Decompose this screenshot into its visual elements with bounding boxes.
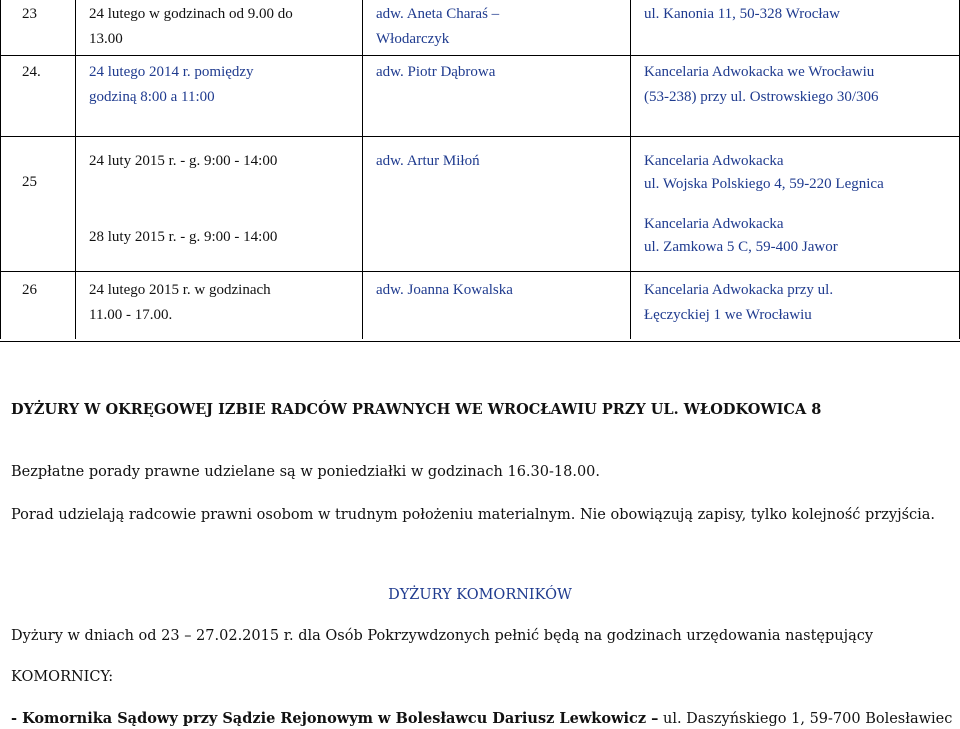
bailiff-name: - Komornika Sądowy przy Sądzie Rejonowym w Bolesławcu Dariusz Lewkowicz – [11,710,659,727]
section-heading: DYŻURY KOMORNIKÓW [388,587,572,603]
paragraph: Bezpłatne porady prawne udzielane są w poniedziałki w godzinach 16.30-18.00. [11,464,601,480]
row-number: 26 [22,282,37,298]
section-heading: DYŻURY W OKRĘGOWEJ IZBIE RADCÓW PRAWNYCH WE WROCŁAWIU PRZY UL. WŁODKOWICA 8 [11,401,822,418]
bailiff-address: ul. Daszyńskiego 1, 59-700 Bolesławiec [658,711,953,727]
place-line: Kancelaria Adwokacka przy ul. [644,282,834,298]
place-line: Kancelaria Adwokacka we Wrocławiu [644,64,875,80]
place-line: ul. Zamkowa 5 C, 59-400 Jawor [644,239,838,255]
date-line: 24 lutego 2014 r. pomiędzy [89,64,254,80]
table-row [0,137,960,272]
place-line: (53-238) przy ul. Ostrowskiego 30/306 [644,89,879,105]
date-line: 24 lutego w godzinach od 9.00 do [89,6,293,22]
bailiff-entry [11,710,956,727]
person-name: adw. Aneta Charaś – [376,6,500,22]
place-line: Kancelaria Adwokacka [644,216,784,232]
row-number: 25 [22,174,37,190]
date-line: 24 luty 2015 r. - g. 9:00 - 14:00 [89,153,278,169]
person-name: adw. Piotr Dąbrowa [376,64,496,80]
paragraph: Porad udzielają radcowie prawni osobom w trudnym położeniu materialnym. Nie obowiązują zapisy, tylko kolejność przyjścia. [11,507,936,523]
date-line: 24 lutego 2015 r. w godzinach [89,282,271,298]
place-line: ul. Kanonia 11, 50-328 Wrocław [644,6,841,22]
duty-table [0,0,960,342]
table-row [0,272,960,342]
table-row [0,0,960,56]
place-line: Kancelaria Adwokacka [644,153,784,169]
date-line: 28 luty 2015 r. - g. 9:00 - 14:00 [89,229,278,245]
place-line: ul. Wojska Polskiego 4, 59-220 Legnica [644,176,884,192]
date-line: godziną 8:00 a 11:00 [89,89,215,105]
table-row [0,56,960,137]
place-line: Łęczyckiej 1 we Wrocławiu [644,307,812,323]
person-name: adw. Joanna Kowalska [376,282,513,298]
person-name: Włodarczyk [376,31,450,47]
row-number: 24. [22,64,41,80]
date-line: 11.00 - 17.00. [89,307,173,323]
paragraph: Dyżury w dniach od 23 – 27.02.2015 r. dla Osób Pokrzywdzonych pełnić będą na godzinach urzędowania następujący [11,628,874,644]
row-number: 23 [22,6,37,22]
paragraph: KOMORNICY: [11,669,114,685]
date-line: 13.00 [89,31,123,47]
person-name: adw. Artur Miłoń [376,153,480,169]
